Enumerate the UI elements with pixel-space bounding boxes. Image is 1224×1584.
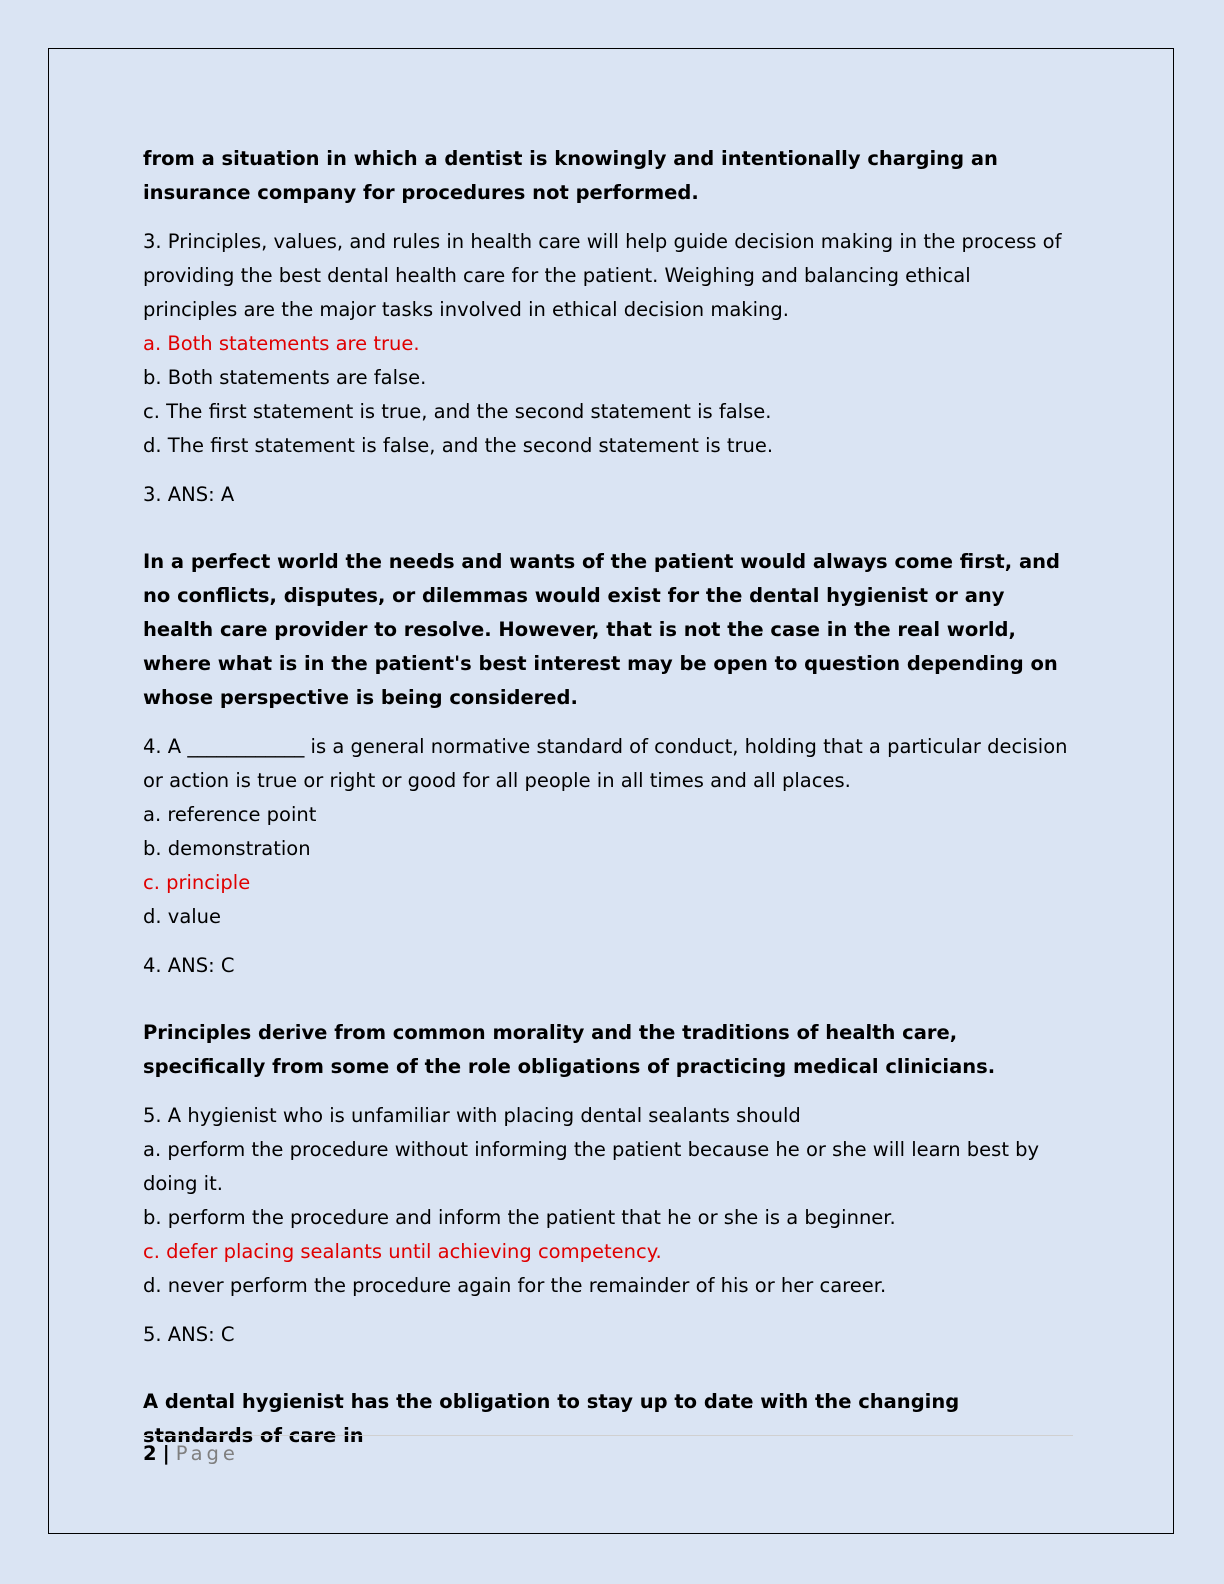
footer-separator: | — [162, 1442, 170, 1465]
document-body — [143, 142, 1068, 1453]
rationale-text: In a perfect world the needs and wants of the patient would always come first, and no conflicts, disputes, or dilemmas would exist for the dental hygienist or any health care provider to resolve. However, that is not the case in the real world, where what is in the patient's best interest may be open to question depending on whose perspective is being considered. — [143, 550, 1060, 709]
question-5-answer: 5. ANS: C — [143, 1323, 235, 1346]
question-5-option-a: a. perform the procedure without informing the patient because he or she will learn best by doing it. — [143, 1138, 1040, 1195]
question-5-option-d: d. never perform the procedure again for the remainder of his or her career. — [143, 1274, 887, 1297]
page-label: Page — [175, 1442, 239, 1465]
question-4-answer: 4. ANS: C — [143, 954, 235, 977]
rationale-text: from a situation in which a dentist is knowingly and intentionally charging an insurance company for procedures not performed. — [143, 147, 998, 204]
question-5-option-c-correct: c. defer placing sealants until achieving competency. — [143, 1240, 662, 1263]
question-3-option-d: d. The first statement is false, and the second statement is true. — [143, 434, 774, 457]
question-3-option-c: c. The first statement is true, and the second statement is false. — [143, 400, 772, 423]
question-5-option-b: b. perform the procedure and inform the patient that he or she is a beginner. — [143, 1206, 896, 1229]
question-4-option-d: d. value — [143, 905, 222, 928]
question-3-option-a-correct: a. Both statements are true. — [143, 332, 420, 355]
question-4-option-c-correct: c. principle — [143, 871, 251, 894]
question-4-stem: 4. A ____________ is a general normative standard of conduct, holding that a particular decision or action is true or right or good for all people in all times and all places. — [143, 735, 1068, 792]
rationale-text: Principles derive from common morality and the traditions of health care, specifically from some of the role obligations of practicing medical clinicians. — [143, 1021, 996, 1078]
question-4-option-b: b. demonstration — [143, 837, 311, 860]
rationale-text: A dental hygienist has the obligation to stay up to date with the changing standards of care in — [143, 1390, 960, 1447]
question-5-stem: 5. A hygienist who is unfamiliar with placing dental sealants should — [143, 1104, 801, 1127]
footer-divider — [143, 1435, 1073, 1436]
question-3-option-b: b. Both statements are false. — [143, 366, 427, 389]
question-3-answer: 3. ANS: A — [143, 483, 235, 506]
question-3-stem: 3. Principles, values, and rules in health care will help guide decision making in the process of providing the best dental health care for the patient. Weighing and balancing ethical principles are the major tasks involved in ethical decision making. — [143, 230, 1062, 321]
question-4-option-a: a. reference point — [143, 803, 317, 826]
page-footer — [143, 1438, 239, 1470]
page-number: 2 — [143, 1442, 157, 1465]
